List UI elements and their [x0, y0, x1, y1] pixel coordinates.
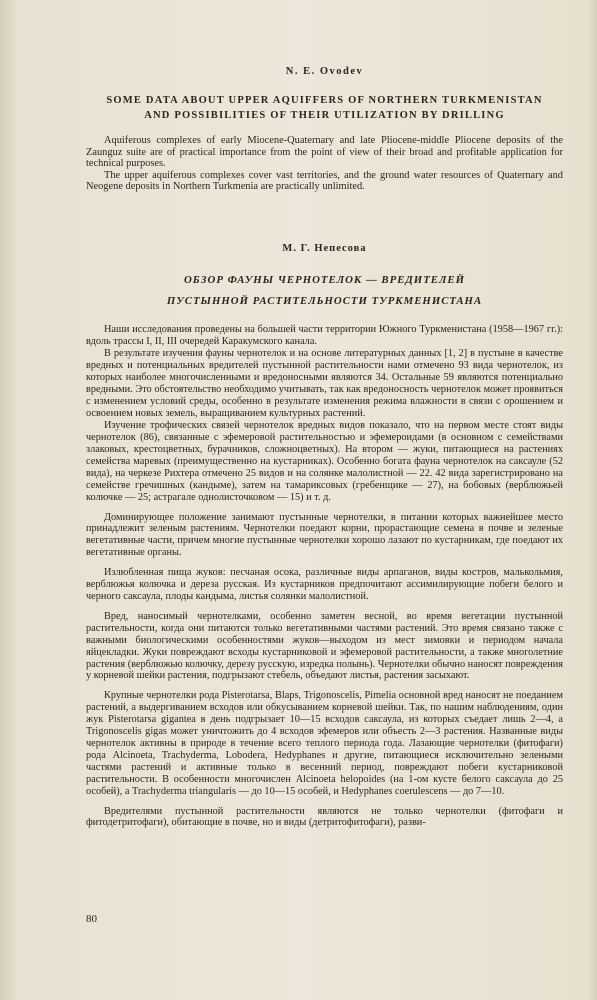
binding-shadow [0, 0, 18, 1000]
body-paragraph: Крупные чернотелки рода Pisterotarsa, Blaps, Trigonoscelis, Pimelia основной вред наносят не поеданием растений, а выдергиванием всходов или обкусыванием корневой шейки. Так, по нашим наблюдениям, один жук Pisterotarsa gigantea в день подгрызает 10—15 всходов саксаула, из которых съедает лишь 2—4, а Trigonoscelis gigas может уничтожить до 4 всходов эфемеров или объесть 2—3 растения. Названные виды чернотелок активны в природе в течение всего теплого периода года. Лазающие чернотелки (фитофаги) рода Alcinoeta, Trachyderma, Lobodera, Hedyphanes и другие, питающиеся исключительно зелеными частями растений и активные только в весенний период, повреждают побеги кустарниковой растительности. В особенности многочислен Alcinoeta helopoides (на 1-ом кусте белого саксаула до 25 особей), а Trachyderma triangularis — до 10—15 особей, и Hedyphanes coerulescens — до 7—10. [86, 690, 563, 797]
article-body [86, 324, 563, 829]
body-paragraph: В результате изучения фауны чернотелок и на основе литературных данных [1, 2] в пустыне в качестве вредных и потенциальных вредителей пустынной растительности нами отмечено 93 вида чернотелок, из которых наиболее многочисленными и вредоносными являются 34. Остальные 59 являются потенциально вредными. Это обстоятельство необходимо учитывать, так как вредоносность чернотелок может проявиться с изменением условий среды, особенно в результате изменения режима влажности в связи с орошением и освоением новых земель, выращиванием культурных растений. [86, 348, 563, 419]
abstract-paragraph: The upper aquiferous complexes cover vast territories, and the ground water resources of Quaternary and Neogene deposits in Northern Turkmenia are practically unlimited. [86, 169, 563, 193]
body-paragraph: Вред, наносимый чернотелками, особенно заметен весной, во время вегетации пустынной растительности, когда они питаются только вегетативными частями растений. Это время связано также с важными биологическими особенностями жуков—выходом из мест зимовки и периодом начала яйцекладки. Жуки повреждают всходы кустарниковой и эфемеровой растительности, а также многолетние растения (верблюжью колючку, дерезу русскую, изредка полынь). Чернотелки обычно наносят повреждения у корневой шейки растения, подгрызают стебель, объедают листья, растения засыхают. [86, 610, 563, 682]
russian-title-line-2: ПУСТЫННОЙ РАСТИТЕЛЬНОСТИ ТУРКМЕНИСТАНА [166, 294, 483, 307]
body-paragraph: Наши исследования проведены на большей части территории Южного Туркменистана (1958—1967 гг.): вдоль трассы I, II, III очередей Каракумского канала. [86, 323, 563, 347]
russian-title-line-1: ОБЗОР ФАУНЫ ЧЕРНОТЕЛОК — ВРЕДИТЕЛЕЙ [183, 273, 466, 286]
english-author: N. E. Ovodev [285, 66, 364, 77]
english-title [86, 93, 563, 123]
russian-author: М. Г. Непесова [282, 242, 367, 254]
english-abstract [86, 135, 563, 193]
body-paragraph: Вредителями пустынной растительности являются не только чернотелки (фитофаги и фитодетритофаги), обитающие в почве, но и виды (детритофитофаги), разви- [86, 805, 563, 829]
body-paragraph: Изучение трофических связей чернотелок вредных видов показало, что на первом месте стоят виды чернотелок (86), связанные с эфемеровой растительностью и эфемероидами (в основном с семействами злаковых, крестоцветных, бурачников, сложноцветных). На втором — жуки, питающиеся на растениях семейства маревых (преимущественно на кустарниках). Особенно богата фауна чернотелок на саксауле (52 вида), на черкезе Рихтера отмечено 25 видов и на солянке малолистной — 22. 42 вида зарегистрировано на семействе гречишных (кандыме), затем на тамариксовых (гребенщике — 27), на бобовых (верблюжьей колючке — 25; астрагале однолисточковом — 15) и т. д. [86, 420, 563, 503]
abstract-paragraph: Aquiferous complexes of early Miocene-Quaternary and late Pliocene-middle Pliocene deposits of the Zaunguz suite are of practical importance from the point of view of their broad and profitable application for technical purposes. [86, 135, 563, 170]
english-title-line-1: SOME DATA ABOUT UPPER AQUIFFERS OF NORTHERN TURKMENISTAN [106, 95, 543, 106]
body-paragraph: Излюбленная пища жуков: песчаная осока, различные виды арпаганов, виды костров, малькольмия, верблюжья колючка и дереза русская. Из кустарников предпочитают ассимилирующие побеги белого и черного саксаула, плоды кандыма, листья солянки малолистной. [86, 567, 563, 602]
page-number: 80 [86, 913, 97, 925]
body-paragraph: Доминирующее положение занимают пустынные чернотелки, в питании которых важнейшее место принадлежит зеленым растениям. Чернотелки поедают корни, прорастающие семена в почве и зеленые вегетативные части, причем многие пустынные чернотелки хорошо лазают по кустарникам, где поедают их вегетативные органы. [86, 511, 563, 559]
english-title-line-2: AND POSSIBILITIES OF THEIR UTILIZATION BY DRILLING [144, 110, 505, 121]
russian-title [86, 270, 563, 312]
page-edge [587, 0, 597, 1000]
